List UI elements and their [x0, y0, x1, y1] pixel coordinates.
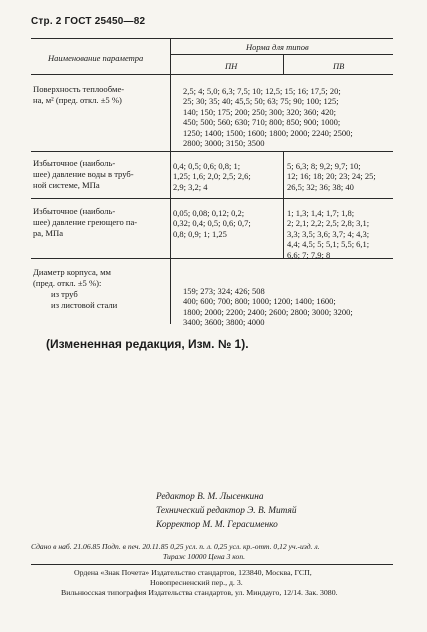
imprint-rule [31, 564, 393, 565]
values-water-pressure-pn: 0,4; 0,5; 0,6; 0,8; 1; 1,25; 1,6; 2,0; 2,5; 2,6; 2,9; 3,2; 4 [173, 161, 251, 192]
type-header-pv: ПВ [333, 61, 345, 71]
values-steam-pressure-pv: 1; 1,3; 1,4; 1,7; 1,8; 2; 2,1; 2,2; 2,5; 2,8; 3,1; 3,3; 3,5; 3,6; 3,7; 4; 4,3; 4,4; 4,5; 5; 5,1; 5,5; 6,1; 6,6; 7; 7,9; 8 [287, 208, 370, 260]
page-header: Стр. 2 ГОСТ 25450—82 [31, 16, 146, 27]
norm-header: Норма для типов [246, 42, 309, 52]
publisher-line-2: Новопресненский пер., д. 3. [150, 578, 243, 587]
param-water-pressure: Избыточное (наиболь- шее) давление воды в труб- ной системе, МПа [33, 158, 134, 190]
table-top-rule [31, 38, 393, 39]
imprint-line-2: Тираж 10000 Цена 3 коп. [163, 552, 246, 561]
values-water-pressure-pv: 5; 6,3; 8; 9,2; 9,7; 10; 12; 16; 18; 20; 23; 24; 25; 26,5; 32; 36; 38; 40 [287, 161, 376, 192]
publisher-line-1: Ордена «Знак Почета» Издательство стандартов, 123840, Москва, ГСП, [74, 568, 312, 577]
tech-editor-credit: Технический редактор Э. В. Митяй [156, 506, 297, 516]
norm-subheader-rule [170, 54, 393, 55]
table-header-rule [31, 74, 393, 75]
type-column-divider-row3 [283, 198, 284, 258]
param-heat-surface: Поверхность теплообме- на, м² (пред. откл. ±5 %) [33, 84, 125, 105]
editor-credit: Редактор В. М. Лысенкина [156, 492, 264, 502]
row1-separator [31, 151, 393, 152]
values-steam-pressure-pn: 0,05; 0,08; 0,12; 0,2; 0,32; 0,4; 0,5; 0,6; 0,7; 0,8; 0,9; 1; 1,25 [173, 208, 251, 239]
row2-separator [31, 198, 393, 199]
param-steam-pressure: Избыточное (наиболь- шее) давление греющего па- ра, МПа [33, 206, 138, 238]
corrector-credit: Корректор М. М. Герасименко [156, 520, 278, 530]
imprint-line-1: Сдано в наб. 21.06.85 Подп. в печ. 20.11.85 0,25 усл. п. л. 0,25 усл. кр.-отт. 0,12 уч.-изд. л. [31, 542, 320, 551]
values-heat-surface: 2,5; 4; 5,0; 6,3; 7,5; 10; 12,5; 15; 16; 17,5; 20; 25; 30; 35; 40; 45,5; 50; 63; 75; 90; 100; 125; 140; 150; 175; 200; 250; 300; 320; 360; 420; 450; 500; 560; 630; 710; 800; 850; 900; 1000; 1250; 1400; 1500; 1600; 1800; 2000; 2240; 2500; 2800; 3000; 3150; 3500 [183, 86, 353, 149]
revision-note: (Измененная редакция, Изм. № 1). [46, 337, 249, 351]
type-column-divider-header [283, 54, 284, 74]
values-shell-diameter: 159; 273; 324; 426; 508 400; 600; 700; 800; 1000; 1200; 1400; 1600; 1800; 2000; 2200; 2400; 2600; 2800; 3000; 3200; 3400; 3600; 3800; 4000 [183, 286, 353, 328]
printer-line: Вильнюсская типография Издательства стандартов, ул. Миндауго, 12/14. Зак. 3080. [61, 588, 338, 597]
param-column-divider [170, 38, 171, 324]
param-shell-diameter: Диаметр корпуса, мм (пред. откл. ±5 %): из труб из листовой стали [33, 267, 118, 310]
type-header-pn: ПН [225, 61, 238, 71]
type-column-divider-row2 [283, 151, 284, 198]
param-column-header: Наименование параметра [48, 53, 144, 63]
